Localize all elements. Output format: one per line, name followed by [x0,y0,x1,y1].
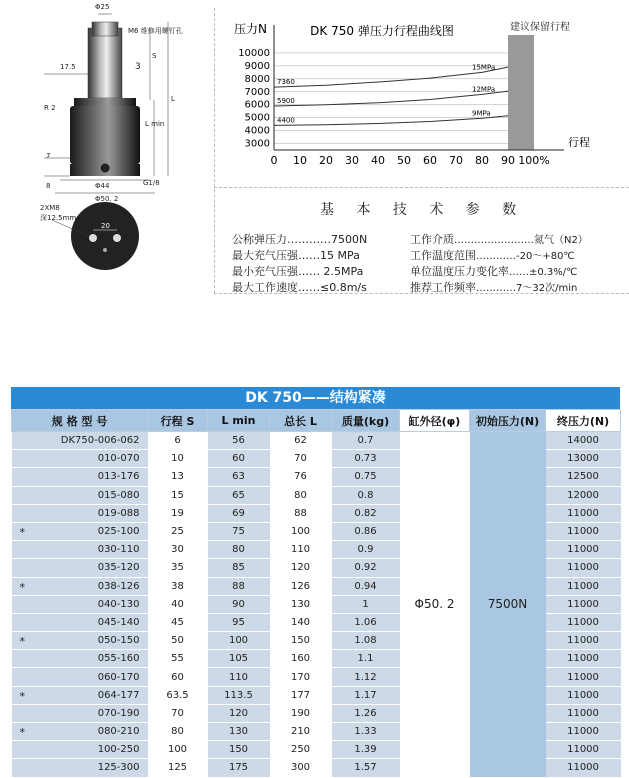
bolt-hole-right [113,234,121,242]
cell-lmin: 65 [208,486,270,504]
param-row: 单位温度压力变化率……±0.3%/℃ [410,265,578,278]
model-code: 030-110 [97,544,140,556]
model-code: 019-088 [97,507,140,519]
header-lmin: L min [208,410,270,432]
cell-length: 62 [270,432,332,450]
bolt-hole-left [89,234,97,242]
cell-lmin: 69 [208,504,270,522]
x-tick-label: 80 [475,154,489,167]
param-row: 最小充气压强…… 2.5MPa [232,265,364,278]
cell-stroke: 45 [148,613,208,631]
cell-final: 11000 [546,759,621,777]
cell-final: 11000 [546,559,621,577]
label-2xm8: 2XM8 [40,204,60,212]
cell-mass: 1 [332,595,400,613]
series-name-label: 12MPa [472,85,496,94]
label-8: 8 [46,182,51,190]
model-code: 055-160 [97,653,140,665]
cell-model [12,650,148,668]
cell-final: 11000 [546,741,621,759]
header-length: 总长 L [270,410,332,432]
cell-model [12,632,148,650]
cell-mass: 1.17 [332,686,400,704]
model-code: 064-177 [97,689,140,701]
cell-lmin: 110 [208,668,270,686]
divider-horizontal [214,187,629,189]
cell-stroke: 100 [148,741,208,759]
header-mass: 质量(kg) [332,410,400,432]
series-name-label: 15MPa [472,63,496,72]
cell-model [12,486,148,504]
model-code: 010-070 [97,453,140,465]
recommended-star: * [19,635,25,649]
piston-rod [88,28,122,98]
params-left [232,231,402,295]
cell-model [12,522,148,540]
cell-model [12,686,148,704]
cell-stroke: 10 [148,450,208,468]
cell-lmin: 63 [208,468,270,486]
cell-lmin: 150 [208,741,270,759]
recommended-star: * [19,526,25,540]
cell-stroke: 19 [148,504,208,522]
cell-length: 190 [270,704,332,722]
cell-final: 11000 [546,668,621,686]
x-tick-label: 0 [270,154,278,167]
cell-lmin: 88 [208,577,270,595]
cell-lmin: 130 [208,723,270,741]
cell-final: 11000 [546,613,621,631]
label-r2: R 2 [44,104,56,112]
header-diameter: 缸外径(φ) [400,410,470,432]
reserved-stroke-region [508,35,534,150]
model-code: 013-176 [97,471,140,483]
cell-mass: 1.39 [332,741,400,759]
params-title: 基 本 技 术 参 数 [320,202,526,218]
cell-model [12,668,148,686]
bottom-view [71,202,139,270]
spec-table [11,409,621,778]
cell-final: 12000 [546,486,621,504]
y-tick-label: 5000 [244,112,270,124]
cell-lmin: 113.5 [208,686,270,704]
cell-mass: 0.73 [332,450,400,468]
y-tick-label: 3000 [244,138,270,150]
cell-lmin: 105 [208,650,270,668]
cell-mass: 1.33 [332,723,400,741]
label-d50: Φ50. 2 [95,195,119,203]
cell-model [12,759,148,777]
cell-mass: 1.57 [332,759,400,777]
rod-top [92,22,118,36]
label-m6: M6 维修用螺钉孔 [128,27,183,35]
pressure-stroke-chart [222,0,629,185]
cell-length: 76 [270,468,332,486]
model-code: 080-210 [97,726,140,738]
cell-model [12,541,148,559]
param-row: 工作温度范围…………-20～+80℃ [410,249,575,262]
recommended-star: * [19,726,25,740]
cell-model [12,468,148,486]
label-d44: Φ44 [95,182,110,190]
cell-mass: 0.8 [332,486,400,504]
cell-mass: 1.06 [332,613,400,631]
cell-lmin: 90 [208,595,270,613]
cell-model [12,613,148,631]
header-initial: 初始压力(N) [470,410,546,432]
model-code: 100-250 [97,744,140,756]
cell-mass: 0.75 [332,468,400,486]
cell-final: 11000 [546,504,621,522]
cell-stroke: 40 [148,595,208,613]
label-7: 7 [46,152,51,160]
series-start-label: 7360 [277,78,295,87]
series-start-label: 5900 [277,97,295,105]
cell-model [12,504,148,522]
cell-length: 210 [270,723,332,741]
cell-mass: 0.9 [332,541,400,559]
cell-model [12,450,148,468]
cell-lmin: 85 [208,559,270,577]
cell-stroke: 70 [148,704,208,722]
params-right [410,231,625,295]
cell-lmin: 60 [208,450,270,468]
cell-length: 88 [270,504,332,522]
cell-length: 130 [270,595,332,613]
cell-length: 150 [270,632,332,650]
cell-length: 250 [270,741,332,759]
x-tick-label: 10 [293,154,307,167]
recommended-star: * [19,580,25,594]
y-tick-label: 7000 [244,86,270,98]
valve-port [100,163,110,173]
cylinder-drawing [0,0,215,295]
cell-final: 11000 [546,577,621,595]
cell-final: 11000 [546,595,621,613]
cell-mass: 0.92 [332,559,400,577]
cell-stroke: 125 [148,759,208,777]
cell-length: 110 [270,541,332,559]
table-header-row [12,410,621,432]
cell-final: 11000 [546,723,621,741]
cell-stroke: 38 [148,577,208,595]
cell-mass: 1.08 [332,632,400,650]
x-tick-label: 40 [371,154,385,167]
cell-lmin: 75 [208,522,270,540]
label-3: 3 [135,62,141,72]
cell-stroke: 35 [148,559,208,577]
y-tick-label: 10000 [238,47,270,59]
label-lmin: L min [145,120,165,128]
cell-mass: 1.26 [332,704,400,722]
x-tick-label: 100% [518,154,550,167]
cell-length: 300 [270,759,332,777]
cell-initial-force: 7500N [470,432,546,778]
y-tick-label: 6000 [244,99,270,111]
cell-lmin: 175 [208,759,270,777]
model-code: 035-120 [97,562,140,574]
table-row [12,432,621,450]
cell-model [12,741,148,759]
cell-final: 13000 [546,450,621,468]
chart-title: DK 750 弹压力行程曲线图 [310,24,454,38]
model-code: 070-190 [97,707,140,719]
y-tick-label: 8000 [244,73,270,85]
cell-stroke: 55 [148,650,208,668]
cell-final: 11000 [546,522,621,540]
model-code: 060-170 [97,671,140,683]
label-depth: 深12.5mm [40,214,77,222]
cell-lmin: 120 [208,704,270,722]
cell-length: 160 [270,650,332,668]
model-code: 025-100 [97,526,140,538]
model-code: DK750-006-062 [60,435,140,447]
reserved-stroke-label: 建议保留行程 [510,22,570,33]
cell-final: 11000 [546,704,621,722]
cell-mass: 0.86 [332,522,400,540]
label-s: S [152,52,157,60]
cell-length: 120 [270,559,332,577]
label-d25: Φ25 [95,3,110,11]
technical-drawing [0,0,215,295]
cell-length: 100 [270,522,332,540]
x-axis-label: 行程 [568,136,590,149]
x-tick-label: 20 [319,154,333,167]
model-code: 038-126 [97,580,140,592]
cylinder-body [70,106,140,164]
label-20: 20 [101,222,110,230]
cell-final: 11000 [546,632,621,650]
cell-final: 11000 [546,541,621,559]
model-code: 050-150 [97,635,140,647]
cell-model [12,577,148,595]
x-tick-label: 30 [345,154,359,167]
cell-stroke: 50 [148,632,208,650]
cell-lmin: 56 [208,432,270,450]
param-row: 最大充气压强……15 MPa [232,249,360,262]
cell-model [12,723,148,741]
cell-stroke: 80 [148,723,208,741]
param-row: 公称弹压力…………7500N [232,233,368,246]
cell-final: 14000 [546,432,621,450]
y-axis-label: 压力N [234,22,267,36]
table-body [12,432,621,778]
cell-length: 126 [270,577,332,595]
x-tick-label: 90 [501,154,515,167]
divider-vertical [214,8,216,293]
cell-final: 11000 [546,650,621,668]
label-g18: G1/8 [143,179,160,187]
cell-mass: 1.12 [332,668,400,686]
cell-lmin: 80 [208,541,270,559]
series-start-label: 4400 [277,116,295,125]
cell-final: 12500 [546,468,621,486]
y-tick-label: 9000 [244,60,270,72]
cell-model [12,704,148,722]
cell-stroke: 30 [148,541,208,559]
model-code: 015-080 [97,489,140,501]
spec-table-wrap [11,387,620,778]
cell-stroke: 6 [148,432,208,450]
cell-model [12,595,148,613]
collar [74,98,136,106]
cell-model [12,559,148,577]
x-tick-label: 50 [397,154,411,167]
y-tick-label: 4000 [244,125,270,137]
header-model: 规 格 型 号 [12,410,148,432]
cell-mass: 0.7 [332,432,400,450]
cell-diameter: Φ50. 2 [400,432,470,778]
cell-model [12,432,148,450]
label-l: L [171,95,175,103]
cell-length: 140 [270,613,332,631]
cell-mass: 0.82 [332,504,400,522]
cell-stroke: 13 [148,468,208,486]
cell-stroke: 25 [148,522,208,540]
label-17-5: 17.5 [60,63,76,71]
cell-stroke: 15 [148,486,208,504]
cell-length: 70 [270,450,332,468]
cell-lmin: 100 [208,632,270,650]
x-tick-label: 70 [449,154,463,167]
series-name-label: 9MPa [472,109,491,118]
header-stroke: 行程 S [148,410,208,432]
cell-stroke: 63.5 [148,686,208,704]
cell-mass: 1.1 [332,650,400,668]
table-title: DK 750——结构紧凑 [11,387,620,409]
recommended-star: * [19,689,25,703]
model-code: 040-130 [97,598,140,610]
cell-length: 170 [270,668,332,686]
cell-length: 80 [270,486,332,504]
cell-lmin: 95 [208,613,270,631]
cell-stroke: 60 [148,668,208,686]
x-tick-label: 60 [423,154,437,167]
param-row: 最大工作速度……≤0.8m/s [232,281,367,294]
model-code: 125-300 [97,762,140,774]
cell-mass: 0.94 [332,577,400,595]
param-row: 工作介质……………………氮气（N2） [410,233,588,246]
param-row: 推荐工作频率…………7～32次/min [410,281,578,294]
cell-final: 11000 [546,686,621,704]
center-hole [103,248,107,252]
header-final: 终压力(N) [546,410,621,432]
chart-svg [222,0,629,185]
cell-length: 177 [270,686,332,704]
model-code: 045-140 [97,616,140,628]
